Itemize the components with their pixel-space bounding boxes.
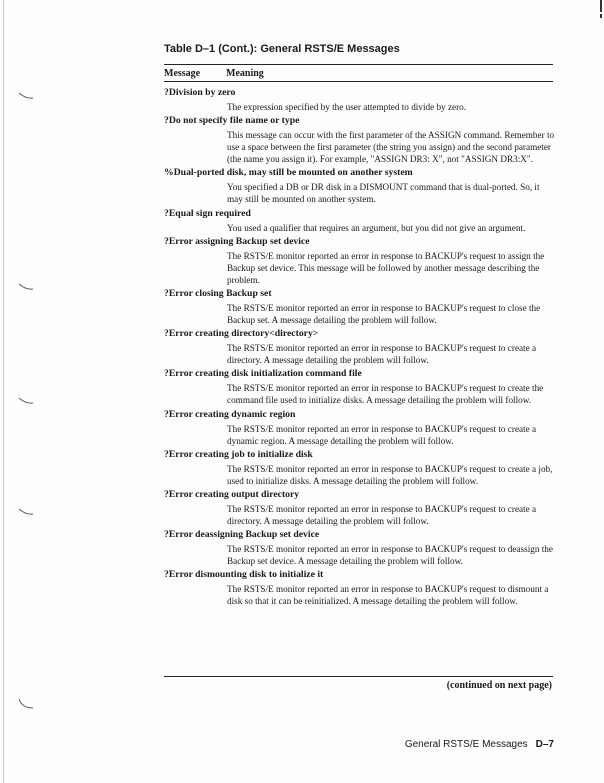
message-text: ?Error dismounting disk to initialize it [164,569,324,581]
message-entry [164,287,556,326]
message-meaning: This message can occur with the first parameter of the ASSIGN command. Remember to use a space between the first parameter (the string you assign) and the second parameter (the name you assign it). For example, "ASSIGN DR3: X", not "ASSIGN DR3:X". [227,130,555,165]
message-text: %Dual-ported disk, may still be mounted on another system [164,167,413,179]
message-meaning: The RSTS/E monitor reported an error in response to BACKUP's request to create the command file used to initialize disks. A message detailing the problem will follow. [227,383,544,406]
binding-hole-mark [18,397,34,405]
message-entry [164,448,556,487]
message-text: ?Error creating job to initialize disk [164,448,313,460]
scan-edge-line [3,0,4,783]
message-text: ?Error deassigning Backup set device [164,529,320,541]
message-meaning: The RSTS/E monitor reported an error in response to BACKUP's request to create a directory. A message detailing the problem will follow. [227,343,537,366]
message-meaning: The RSTS/E monitor reported an error in response to BACKUP's request to create a job, used to initialize disks. A message detailing the problem will follow. [227,463,553,486]
message-text: ?Equal sign required [164,207,251,219]
message-meaning: The RSTS/E monitor reported an error in response to BACKUP's request to deassign the Backup set device. A message detailing the problem will follow. [227,544,553,567]
message-meaning: The RSTS/E monitor reported an error in response to BACKUP's request to dismount a disk so that it can be reinitialized. A message detailing the problem will follow. [227,584,549,607]
message-text: ?Error creating disk initialization command file [164,368,362,380]
message-entry [164,235,556,286]
message-entry [164,568,556,607]
message-text: ?Do not specify file name or type [164,115,300,127]
message-entry [164,114,556,165]
message-meaning: The RSTS/E monitor reported an error in response to BACKUP's request to create a dynamic region. A message detailing the problem will follow. [227,423,537,446]
column-header-message: Message [164,68,201,79]
message-meaning: The RSTS/E monitor reported an error in response to BACKUP's request to assign the Backup set device. This message will be followed by another message describing the problem. [227,250,545,285]
message-meaning: The expression specified by the user attempted to divide by zero. [227,102,467,112]
binding-hole-mark [18,283,34,291]
page-number: D–7 [535,739,554,750]
message-entry [164,166,556,205]
footer-section-title: General RSTS/E Messages [404,739,528,750]
message-text: ?Error creating dynamic region [164,408,296,420]
binding-hole-mark [18,698,34,710]
table-title: Table D–1 (Cont.): General RSTS/E Messages [164,43,400,55]
message-entry [164,207,556,234]
message-text: ?Error closing Backup set [164,287,272,299]
message-entry [164,367,556,406]
scan-corner-mark [600,0,602,12]
message-entry [164,408,556,447]
table-header-rule [164,81,553,82]
message-list [164,86,556,608]
message-meaning: The RSTS/E monitor reported an error in response to BACKUP's request to close the Backup set. A message detailing the problem will follow. [227,302,541,326]
message-text: ?Error creating directory<directory> [164,328,319,340]
message-text: ?Error assigning Backup set device [164,235,310,247]
message-meaning: You specified a DB or DR disk in a DISMOUNT command that is dual-ported. So, it may still be mounted on another system. [227,182,540,205]
continued-note: (continued on next page) [446,680,552,691]
message-meaning: The RSTS/E monitor reported an error in response to BACKUP's request to create a directory. A message detailing the problem will follow. [227,503,537,526]
message-text: ?Division by zero [164,87,236,98]
table-bottom-rule [164,676,553,677]
message-entry [164,327,556,366]
message-entry [164,86,556,113]
scan-corner-mark [600,14,602,18]
message-text: ?Error creating output directory [164,488,300,500]
column-header-meaning: Meaning [226,68,264,79]
message-meaning: You used a qualifier that requires an argument, but you did not give an argument. [227,222,526,233]
binding-hole-mark [18,92,34,100]
table-top-rule [164,64,553,65]
message-entry [164,528,556,567]
binding-hole-mark [18,508,34,516]
message-entry [164,488,556,527]
page-footer [405,739,554,750]
